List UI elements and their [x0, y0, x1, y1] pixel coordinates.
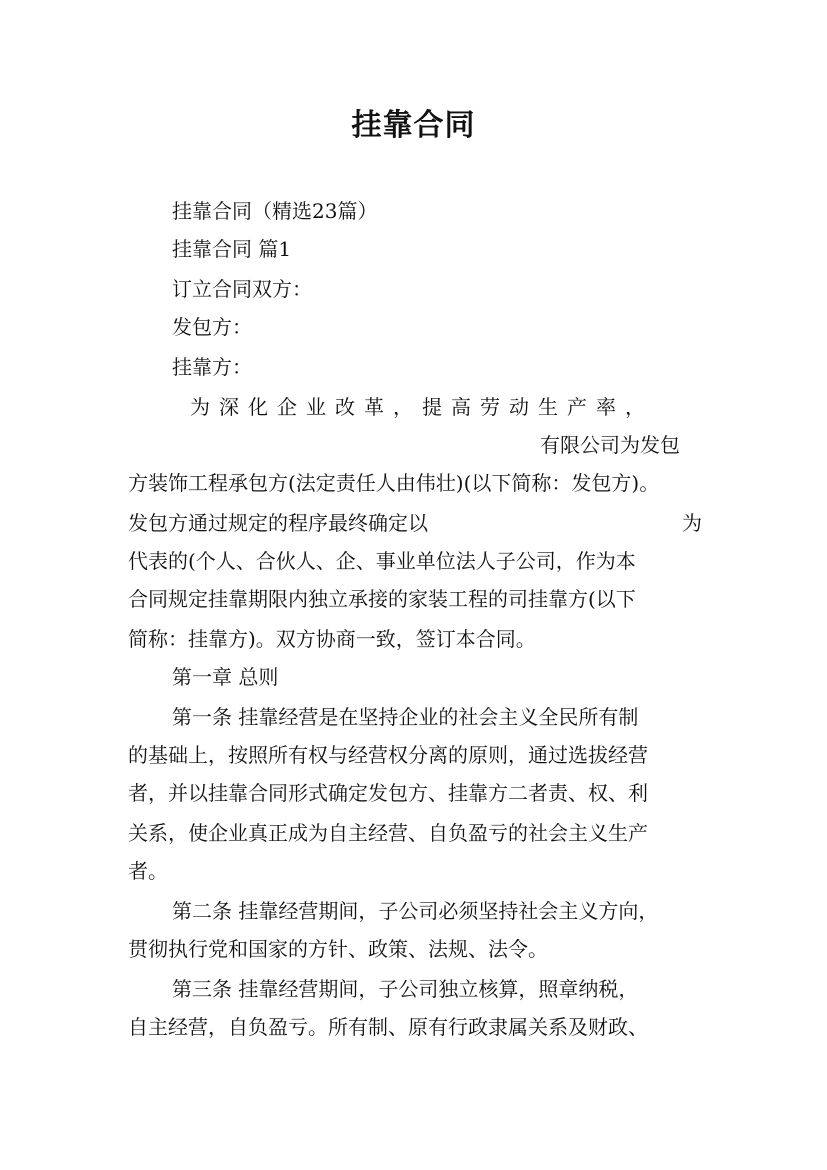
text-line: 者，并以挂靠合同形式确定发包方、挂靠方二者责、权、利	[128, 781, 648, 805]
text-line: 挂靠合同（精选23篇）	[172, 199, 378, 223]
text-line: 者。	[128, 859, 168, 883]
page-title: 挂靠合同	[351, 108, 476, 143]
text-line: 代表的(个人、合伙人、企、事业单位法人子公司，作为本	[128, 549, 636, 573]
text-line: 第三条 挂靠经营期间，子公司独立核算，照章纳税，	[172, 977, 639, 1001]
text-line: 的基础上，按照所有权与经营权分离的原则，通过选拔经营	[128, 743, 648, 767]
text-line: 关系，使企业真正成为自主经营、自负盈亏的社会主义生产	[128, 821, 648, 845]
text-line: 为深化企业改革，提高劳动生产率，	[190, 395, 654, 419]
text-line: 发包方：	[172, 315, 252, 339]
text-line: 发包方通过规定的程序最终确定以	[128, 511, 428, 535]
chapter-heading: 第一章 总则	[172, 665, 279, 689]
text-line: 合同规定挂靠期限内独立承接的家装工程的司挂靠方(以下	[128, 587, 636, 611]
text-line: 自主经营，自负盈亏。所有制、原有行政隶属关系及财政、	[128, 1015, 648, 1039]
text-line: 为	[682, 511, 702, 535]
text-line: 挂靠合同 篇1	[172, 237, 292, 261]
text-line: 第二条 挂靠经营期间，子公司必须坚持社会主义方向，	[172, 899, 659, 923]
text-line: 方装饰工程承包方(法定责任人由伟壮)(以下简称：发包方)。	[128, 471, 660, 495]
text-line: 订立合同双方：	[172, 277, 312, 301]
text-line: 第一条 挂靠经营是在坚持企业的社会主义全民所有制	[172, 705, 639, 729]
text-line: 贯彻执行党和国家的方针、政策、法规、法令。	[128, 937, 548, 961]
text-line: 挂靠方：	[172, 355, 252, 379]
text-line: 简称：挂靠方)。双方协商一致，签订本合同。	[128, 627, 536, 651]
text-line: 有限公司为发包	[540, 433, 680, 457]
